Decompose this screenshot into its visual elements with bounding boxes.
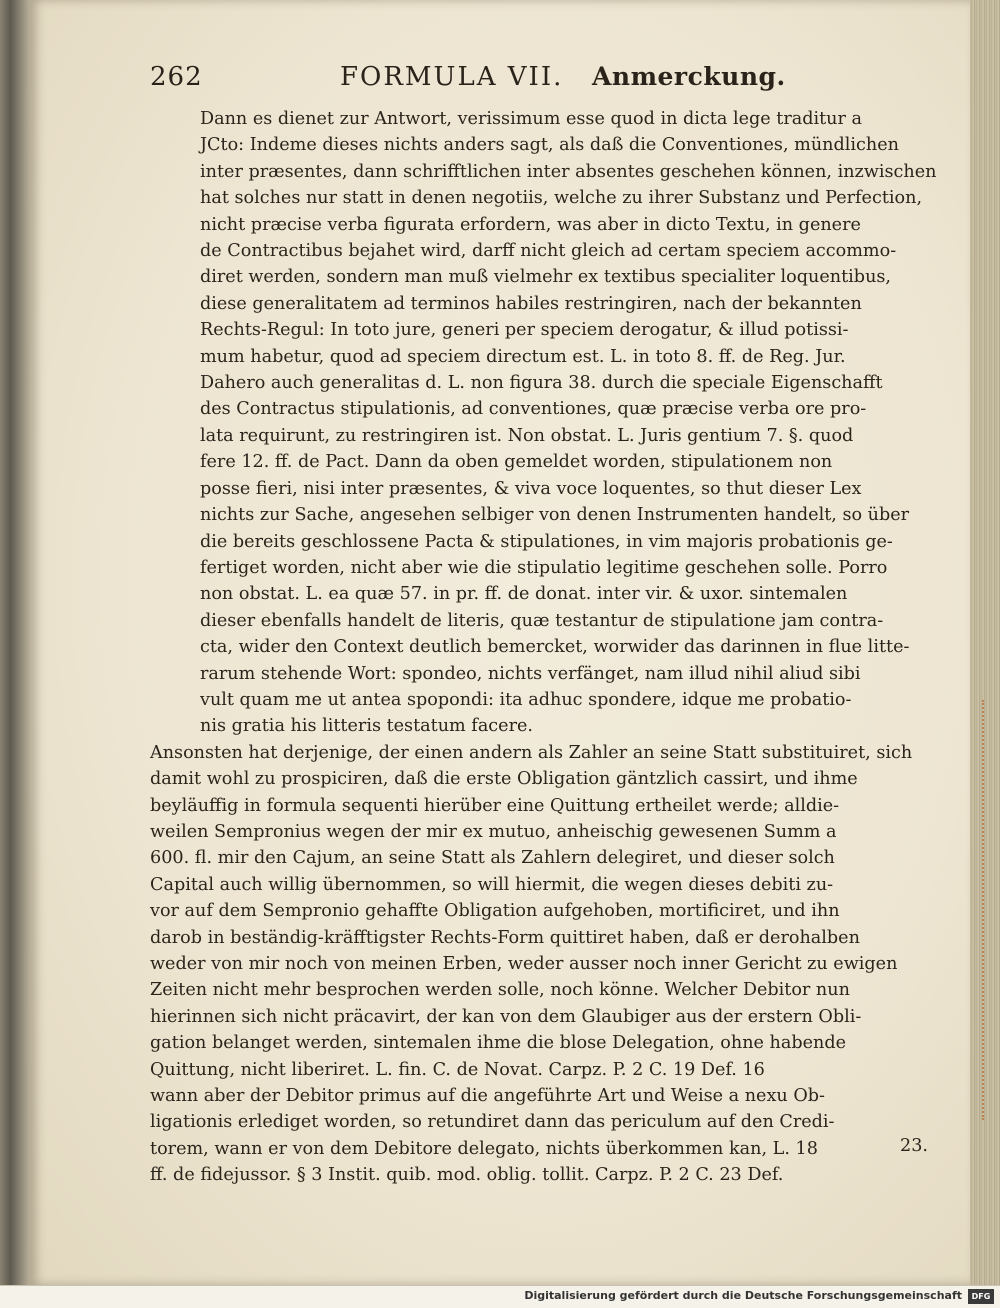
text-line: torem, wann er von dem Debitore delegato, nichts überkommen kan, L. 18 <box>150 1138 818 1159</box>
text-line: diese generalitatem ad terminos habiles restringiren, nach der bekannten <box>200 293 862 314</box>
paragraph-2 <box>150 740 930 1189</box>
text-line: beyläuffig in formula sequenti hierüber eine Quittung ertheilet werde; alldie- <box>150 795 840 816</box>
body-text <box>150 106 937 1189</box>
text-line: weder von mir noch von meinen Erben, weder ausser noch inner Gericht zu ewigen <box>150 954 898 974</box>
text-line: non obstat. L. ea quæ 57. in pr. ff. de donat. inter vir. & uxor. sintemalen <box>200 584 848 605</box>
text-line: lata requirunt, zu restringiren ist. Non obstat. L. Juris gentium 7. §. quod <box>200 425 854 446</box>
text-line: Rechts-Regul: In toto jure, generi per speciem derogatur, & illud potissi- <box>200 320 849 341</box>
text-line: ligationis erlediget worden, so retundiret dann das periculum auf den Credi- <box>150 1112 835 1133</box>
text-line: hat solches nur statt in denen negotiis, welche zu ihrer Substanz und Perfection, <box>200 188 923 209</box>
text-line: inter præsentes, dann schrifftlichen inter absentes geschehen können, inzwischen <box>200 161 937 182</box>
catchword: 23. <box>900 1136 928 1156</box>
text-line: dieser ebenfalls handelt de literis, quæ testantur de stipulatione jam contra- <box>200 610 884 631</box>
running-header <box>150 62 930 94</box>
text-line: nicht præcise verba figurata erfordern, was aber in dicto Textu, in genere <box>200 214 861 235</box>
text-line: darob in beständig-kräfftigster Rechts-Form quittiret haben, daß er derohalben <box>150 927 860 948</box>
text-line: wann aber der Debitor primus auf die angeführte Art und Weise a nexu Ob- <box>150 1086 825 1107</box>
text-line: des Contractus stipulationis, ad conventiones, quæ præcise verba ore pro- <box>200 399 867 420</box>
text-line: damit wohl zu prospiciren, daß die erste Obligation gäntzlich cassirt, und ihme <box>150 769 858 790</box>
text-line: Quittung, nicht liberiret. L. fin. C. de Novat. Carpz. P. 2 C. 19 Def. 16 <box>150 1059 765 1080</box>
text-line: 600. fl. mir den Cajum, an seine Statt als Zahlern delegiret, und dieser solch <box>150 848 835 869</box>
text-line: de Contractibus bejahet wird, darff nicht gleich ad certam speciem accommo- <box>200 241 897 262</box>
page-number: 262 <box>150 62 203 92</box>
text-line: hierinnen sich nicht präcavirt, der kan von dem Glaubiger aus der erstern Obli- <box>150 1006 862 1027</box>
text-line: weilen Sempronius wegen der mir ex mutuo, anheischig gewesenen Summ a <box>150 821 837 842</box>
text-line: Capital auch willig übernommen, so will hiermit, die wegen dieses debiti zu- <box>150 874 834 895</box>
text-line: Dann es dienet zur Antwort, verissimum esse quod in dicta lege traditur a <box>200 109 862 129</box>
text-line: posse fieri, nisi inter præsentes, & viva voce loquentes, so thut dieser Lex <box>200 478 862 499</box>
text-line: nis gratia his litteris testatum facere. <box>200 716 533 737</box>
text-line: Ansonsten hat derjenige, der einen andern als Zahler an seine Statt substituiret, sich <box>150 742 913 763</box>
text-line: cta, wider den Context deutlich bemercket, worwider das darinnen in flue litte- <box>200 637 910 658</box>
text-line: nichts zur Sache, angesehen selbiger von denen Instrumenten handelt, so über <box>200 505 910 526</box>
text-line: fertiget worden, nicht aber wie die stipulatio legitime geschehen solle. Porro <box>200 557 888 578</box>
page-edge-marks <box>982 700 998 1120</box>
text-line: fere 12. ff. de Pact. Dann da oben gemeldet worden, stipulationem non <box>200 452 833 473</box>
text-line: rarum stehende Wort: spondeo, nichts verfänget, nam illud nihil aliud sibi <box>200 663 861 684</box>
page-title: FORMULA VII. <box>340 62 564 92</box>
footer-credit: Digitalisierung gefördert durch die Deutsche Forschungsgemeinschaft <box>524 1289 962 1302</box>
text-line: Dahero auch generalitas d. L. non figura 38. durch die speciale Eigenschafft <box>200 373 883 394</box>
text-line: ff. de fidejussor. § 3 Instit. quib. mod. oblig. tollit. Carpz. P. 2 C. 23 Def. <box>150 1165 784 1186</box>
book-gutter <box>0 0 30 1285</box>
text-line: vor auf dem Sempronio gehaffte Obligation aufgehoben, mortificiret, und ihn <box>150 901 840 922</box>
paragraph-1 <box>150 106 937 740</box>
page-title-german: Anmerckung. <box>592 62 786 91</box>
text-line: diret werden, sondern man muß vielmehr ex textibus specialiter loquentibus, <box>200 267 892 288</box>
text-line: mum habetur, quod ad speciem directum est. L. in toto 8. ff. de Reg. Jur. <box>200 346 846 367</box>
text-line: die bereits geschlossene Pacta & stipulationes, in vim majoris probationis ge- <box>200 531 893 552</box>
text-line: vult quam me ut antea spopondi: ita adhuc spondere, idque me probatio- <box>200 689 852 710</box>
text-line: JCto: Indeme dieses nichts anders sagt, als daß die Conventiones, mündlichen <box>200 135 899 156</box>
text-line: Zeiten nicht mehr besprochen werden solle, noch könne. Welcher Debitor nun <box>150 980 850 1001</box>
text-line: gation belanget werden, sintemalen ihme die blose Delegation, ohne habende <box>150 1033 847 1054</box>
dfg-logo-icon: DFG <box>968 1289 994 1304</box>
footer-bar <box>0 1285 1000 1308</box>
